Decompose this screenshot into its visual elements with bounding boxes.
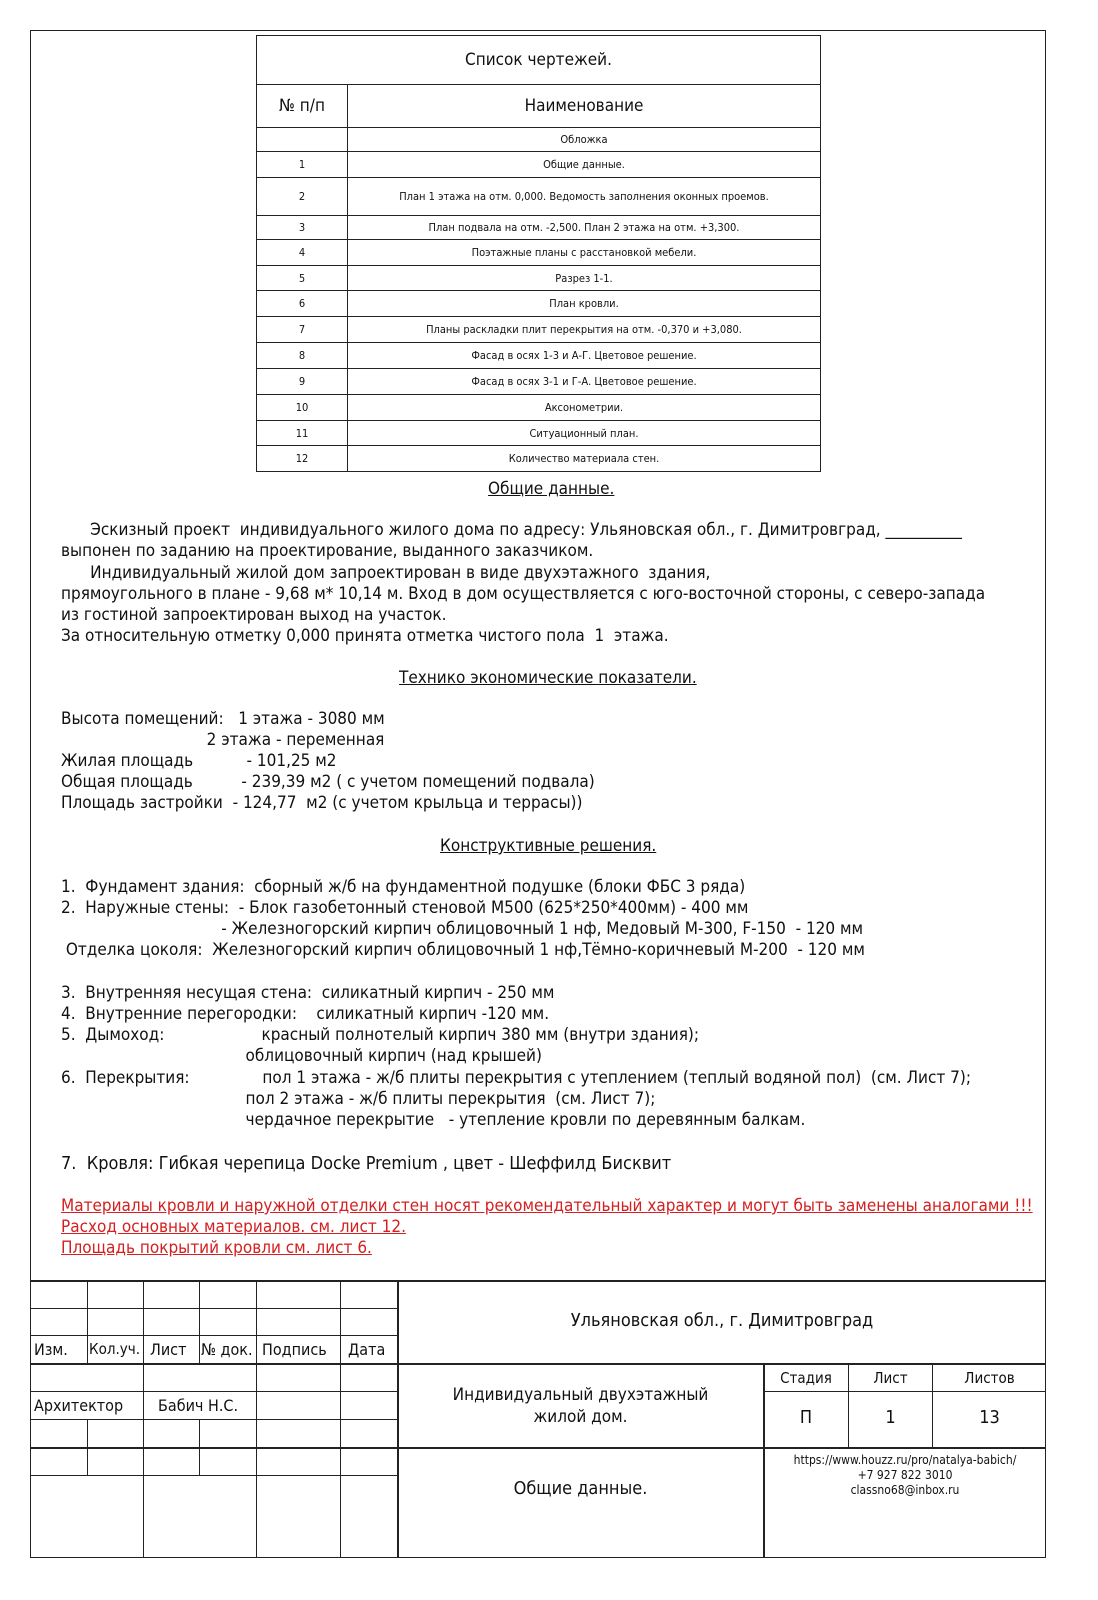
note-materials: Материалы кровли и наружной отделки стен носят рекомендательный характер и могут быть заменены аналогами !!! (61, 1196, 1033, 1216)
constr-line8: облицовочный кирпич (над крышей) (61, 1046, 542, 1066)
table-row (257, 128, 821, 152)
row-name: Планы раскладки плит перекрытия на отм. -0,370 и +3,080. (348, 317, 821, 343)
tep-line4: Общая площадь - 239,39 м2 ( с учетом помещений подвала) (61, 772, 595, 792)
constr-line1: 1. Фундамент здания: сборный ж/б на фундаментной подушке (блоки ФБС 3 ряда) (61, 877, 746, 897)
row-num: 7 (257, 317, 348, 343)
row-num: 1 (257, 152, 348, 178)
stamp-sheets-label: Листов (964, 1369, 1015, 1387)
stamp-sheets-total: 13 (979, 1407, 1000, 1428)
row-name: План кровли. (348, 291, 821, 317)
table-row (257, 152, 821, 178)
table-row (257, 266, 821, 291)
general-para2-line2: прямоугольного в плане - 9,68 м* 10,14 м. Вход в дом осуществляется с юго-восточной стороны, с северо-запада (61, 584, 986, 604)
row-num: 8 (257, 343, 348, 369)
row-num: 9 (257, 369, 348, 395)
table-row (257, 178, 821, 216)
table-row (257, 343, 821, 369)
col-name-header: Наименование (348, 85, 821, 128)
stamp-col-doc: № док. (201, 1340, 253, 1359)
stamp-col-sign: Подпись (262, 1340, 327, 1359)
contact-phone: +7 927 822 3010 (857, 1468, 953, 1482)
stamp-stage-label: Стадия (780, 1369, 832, 1387)
general-para2-line3: из гостиной запроектирован выход на участок. (61, 605, 447, 625)
table-row (257, 216, 821, 240)
col-number-header: № п/п (257, 85, 348, 128)
row-name: Поэтажные планы с расстановкой мебели. (348, 240, 821, 266)
table-row (257, 240, 821, 266)
constr-line3: - Железногорский кирпич облицовочный 1 нф, Медовый М-300, F-150 - 120 мм (61, 919, 864, 939)
row-name: Ситуационный план. (348, 421, 821, 446)
row-num: 11 (257, 421, 348, 446)
constr-line7: 5. Дымоход: красный полнотелый кирпич 380 мм (внутри здания); (61, 1025, 700, 1045)
stamp-person: Бабич Н.С. (158, 1396, 239, 1415)
table-row (257, 291, 821, 317)
row-num (257, 128, 348, 152)
tep-line5: Площадь застройки - 124,77 м2 (с учетом крыльца и террасы)) (61, 793, 583, 813)
constr-line12: 7. Кровля: Гибкая черепица Docke Premium , цвет - Шеффилд Бисквит (61, 1153, 672, 1174)
stamp-sheet-number: 1 (885, 1407, 896, 1428)
row-name: План 1 этажа на отм. 0,000. Ведомость заполнения оконных проемов. (348, 178, 821, 216)
table-row (257, 395, 821, 421)
contact-email: classno68@inbox.ru (850, 1483, 960, 1497)
stamp-col-kol: Кол.уч. (89, 1340, 140, 1358)
table-row (257, 317, 821, 343)
row-name: Обложка (348, 128, 821, 152)
row-name: Фасад в осях 3-1 и Г-А. Цветовое решение. (348, 369, 821, 395)
row-num: 6 (257, 291, 348, 317)
row-num: 3 (257, 216, 348, 240)
stamp-sheet-title: Общие данные. (513, 1478, 648, 1499)
row-name: Аксонометрии. (348, 395, 821, 421)
general-title: Общие данные. (488, 479, 615, 499)
general-para1-line1: Эскизный проект индивидуального жилого дома по адресу: Ульяновская обл., г. Димитровград, __________ (61, 520, 962, 540)
stamp-location: Ульяновская обл., г. Димитровград (570, 1310, 874, 1331)
note-roof-area: Площадь покрытий кровли см. лист 6. (61, 1238, 372, 1258)
stamp-role: Архитектор (34, 1396, 124, 1415)
constr-line11: чердачное перекрытие - утепление кровли по деревянным балкам. (61, 1110, 806, 1130)
table-row (257, 446, 821, 472)
stamp-stage: П (799, 1407, 813, 1428)
row-name: Общие данные. (348, 152, 821, 178)
note-consumption: Расход основных материалов. см. лист 12. (61, 1217, 406, 1237)
tep-title: Технико экономические показатели. (399, 668, 697, 688)
general-para1-line2: выпонен по заданию на проектирование, выданного заказчиком. (61, 541, 594, 561)
general-para3: За относительную отметку 0,000 принята отметка чистого пола 1 этажа. (61, 626, 669, 646)
title-block (30, 1280, 1046, 1558)
row-num: 4 (257, 240, 348, 266)
tep-line2: 2 этажа - переменная (61, 730, 385, 750)
tep-line3: Жилая площадь - 101,25 м2 (61, 751, 337, 771)
row-name: Фасад в осях 1-3 и А-Г. Цветовое решение. (348, 343, 821, 369)
table-row (257, 421, 821, 446)
drawing-list-table (256, 35, 821, 472)
tep-line1: Высота помещений: 1 этажа - 3080 мм (61, 709, 385, 729)
constr-line5: 3. Внутренняя несущая стена: силикатный кирпич - 250 мм (61, 983, 555, 1003)
general-para2-line1: Индивидуальный жилой дом запроектирован в виде двухэтажного здания, (61, 563, 711, 583)
table-row (257, 369, 821, 395)
stamp-object-line1: Индивидуальный двухэтажный (452, 1385, 709, 1405)
constr-line4: Отделка цоколя: Железногорский кирпич облицовочный 1 нф,Тёмно-коричневый М-200 - 120 мм (61, 940, 865, 960)
constr-title: Конструктивные решения. (440, 836, 657, 856)
row-num: 5 (257, 266, 348, 291)
row-name: Разрез 1-1. (348, 266, 821, 291)
contact-url: https://www.houzz.ru/pro/natalya-babich/ (793, 1453, 1017, 1467)
constr-line9: 6. Перекрытия: пол 1 этажа - ж/б плиты перекрытия с утеплением (теплый водяной пол) (см. Лист 7); (61, 1068, 971, 1088)
stamp-col-list: Лист (150, 1340, 187, 1359)
drawing-list-caption: Список чертежей. (257, 36, 821, 85)
stamp-col-izm: Изм. (34, 1340, 68, 1359)
row-num: 2 (257, 178, 348, 216)
row-num: 12 (257, 446, 348, 472)
stamp-object-line2: жилой дом. (533, 1407, 628, 1427)
constr-line6: 4. Внутренние перегородки: силикатный кирпич -120 мм. (61, 1004, 550, 1024)
row-num: 10 (257, 395, 348, 421)
constr-line2: 2. Наружные стены: - Блок газобетонный стеновой М500 (625*250*400мм) - 400 мм (61, 898, 749, 918)
row-name: Количество материала стен. (348, 446, 821, 472)
row-name: План подвала на отм. -2,500. План 2 этажа на отм. +3,300. (348, 216, 821, 240)
constr-line10: пол 2 этажа - ж/б плиты перекрытия (см. Лист 7); (61, 1089, 656, 1109)
stamp-sheet-label: Лист (873, 1369, 908, 1387)
stamp-col-date: Дата (348, 1340, 386, 1359)
